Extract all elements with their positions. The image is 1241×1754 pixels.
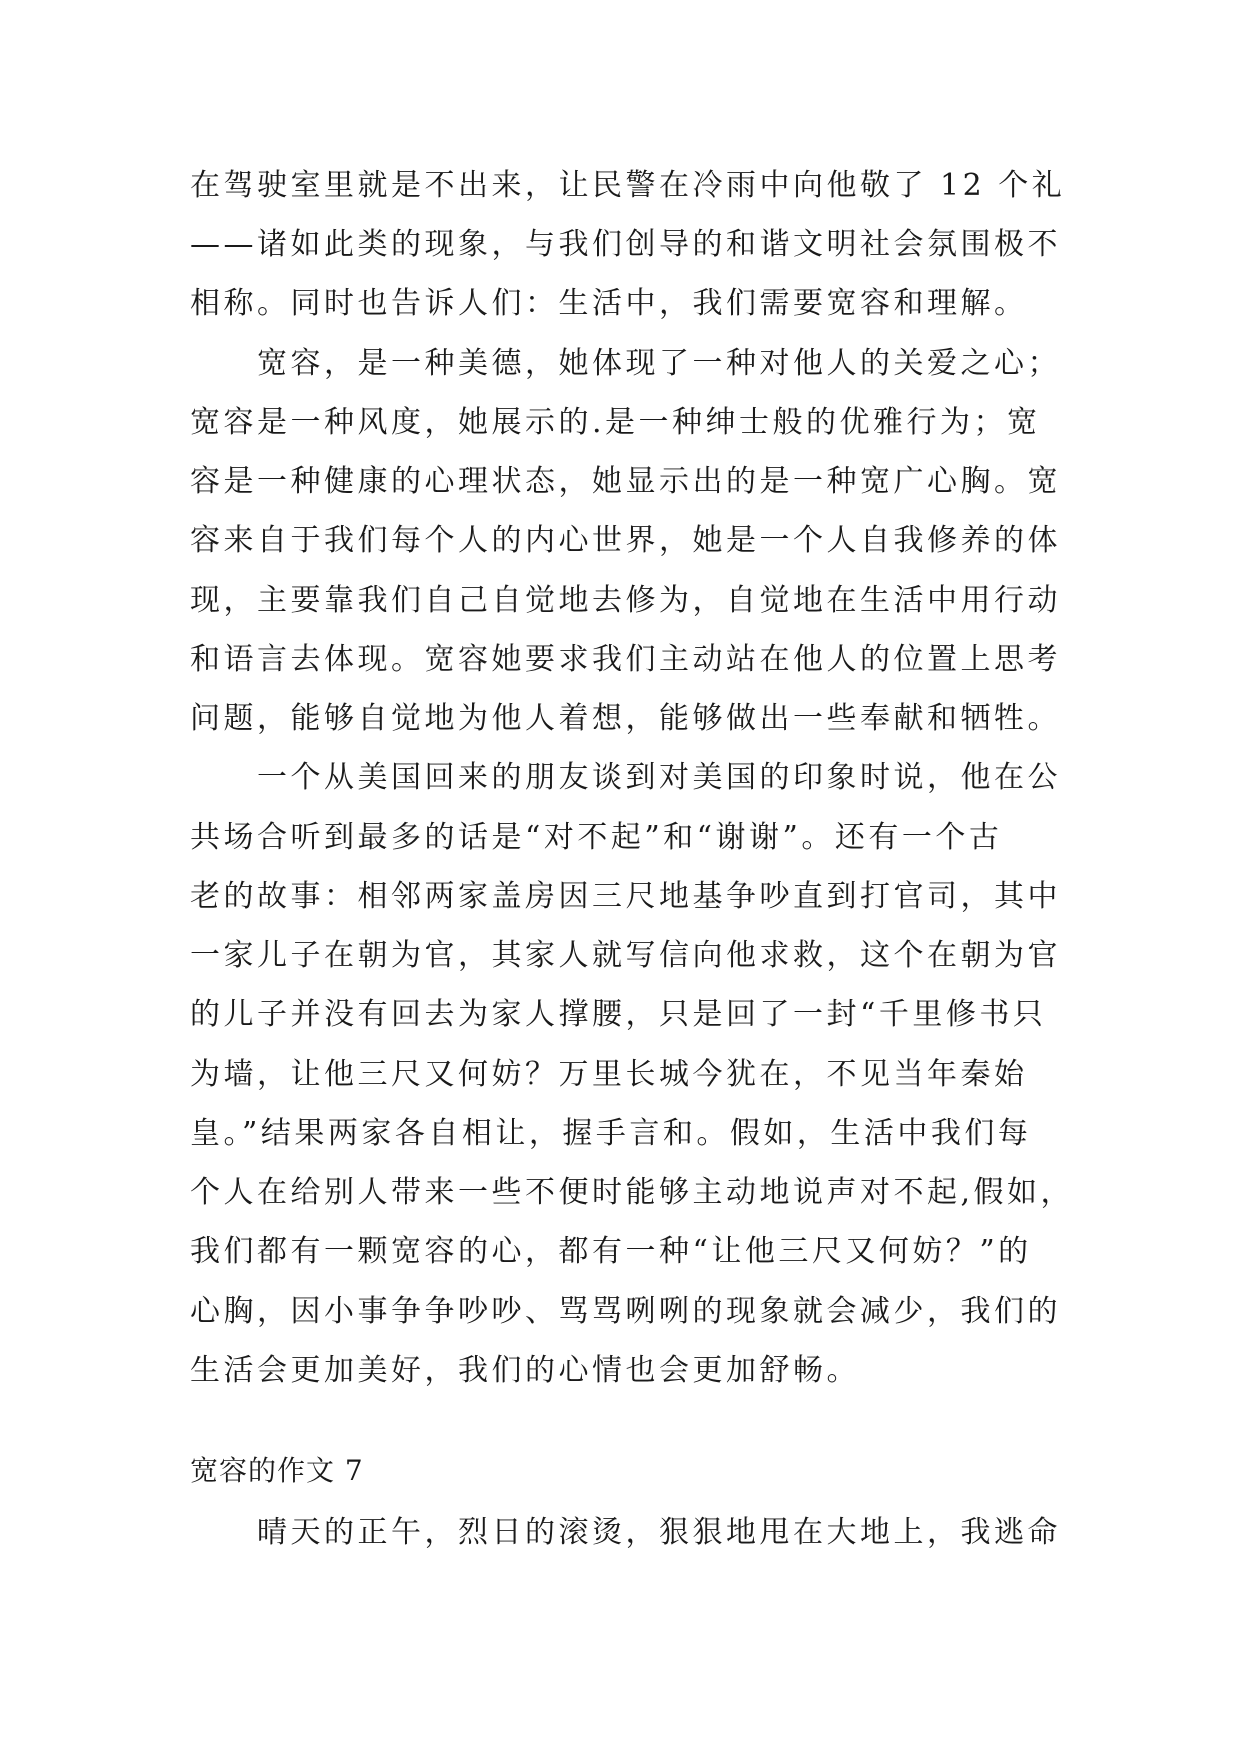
text-line: 宽容，是一种美德，她体现了一种对他人的关爱之心； (190, 346, 1061, 381)
text-line: ——诸如此类的现象，与我们创导的和谐文明社会氛围极不 (190, 227, 1061, 262)
text-line: 宽容是一种风度，她展示的.是一种绅士般的优雅行为；宽 (190, 405, 1041, 440)
text-line: 在驾驶室里就是不出来，让民警在冷雨中向他敬了 12 个礼 (190, 168, 1066, 203)
text-line: 共场合听到最多的话是“对不起”和“谢谢”。还有一个古 (190, 820, 1003, 855)
text-line: 心胸，因小事争争吵吵、骂骂咧咧的现象就会减少，我们的 (190, 1294, 1061, 1329)
text-line: 现，主要靠我们自己自觉地去修为，自觉地在生活中用行动 (190, 583, 1061, 618)
text-line: 问题，能够自觉地为他人着想，能够做出一些奉献和牺牲。 (190, 701, 1061, 736)
text-line: 皇。”结果两家各自相让，握手言和。假如，生活中我们每 (190, 1116, 1032, 1151)
text-line: 个人在给别人带来一些不便时能够主动地说声对不起,假如， (190, 1175, 1075, 1210)
text-line: 生活会更加美好，我们的心情也会更加舒畅。 (190, 1353, 860, 1388)
section-heading: 宽容的作文 7 (190, 1454, 364, 1487)
text-line: 相称。同时也告诉人们：生活中，我们需要宽容和理解。 (190, 286, 1028, 321)
text-line: 一家儿子在朝为官，其家人就写信向他求救，这个在朝为官 (190, 938, 1061, 973)
text-line: 和语言去体现。宽容她要求我们主动站在他人的位置上思考 (190, 642, 1061, 677)
text-line: 我们都有一颗宽容的心，都有一种“让他三尺又何妨？”的 (190, 1234, 1032, 1269)
text-line: 为墙，让他三尺又何妨？万里长城今犹在，不见当年秦始 (190, 1057, 1028, 1092)
text-line: 容来自于我们每个人的内心世界，她是一个人自我修养的体 (190, 523, 1061, 558)
text-line: 晴天的正午，烈日的滚烫，狠狠地甩在大地上，我逃命 (190, 1515, 1061, 1550)
text-line: 的儿子并没有回去为家人撑腰，只是回了一封“千里修书只 (190, 997, 1047, 1032)
text-line: 容是一种健康的心理状态，她显示出的是一种宽广心胸。宽 (190, 464, 1061, 499)
text-line: 老的故事：相邻两家盖房因三尺地基争吵直到打官司，其中 (190, 879, 1061, 914)
text-line: 一个从美国回来的朋友谈到对美国的印象时说，他在公 (190, 760, 1061, 795)
